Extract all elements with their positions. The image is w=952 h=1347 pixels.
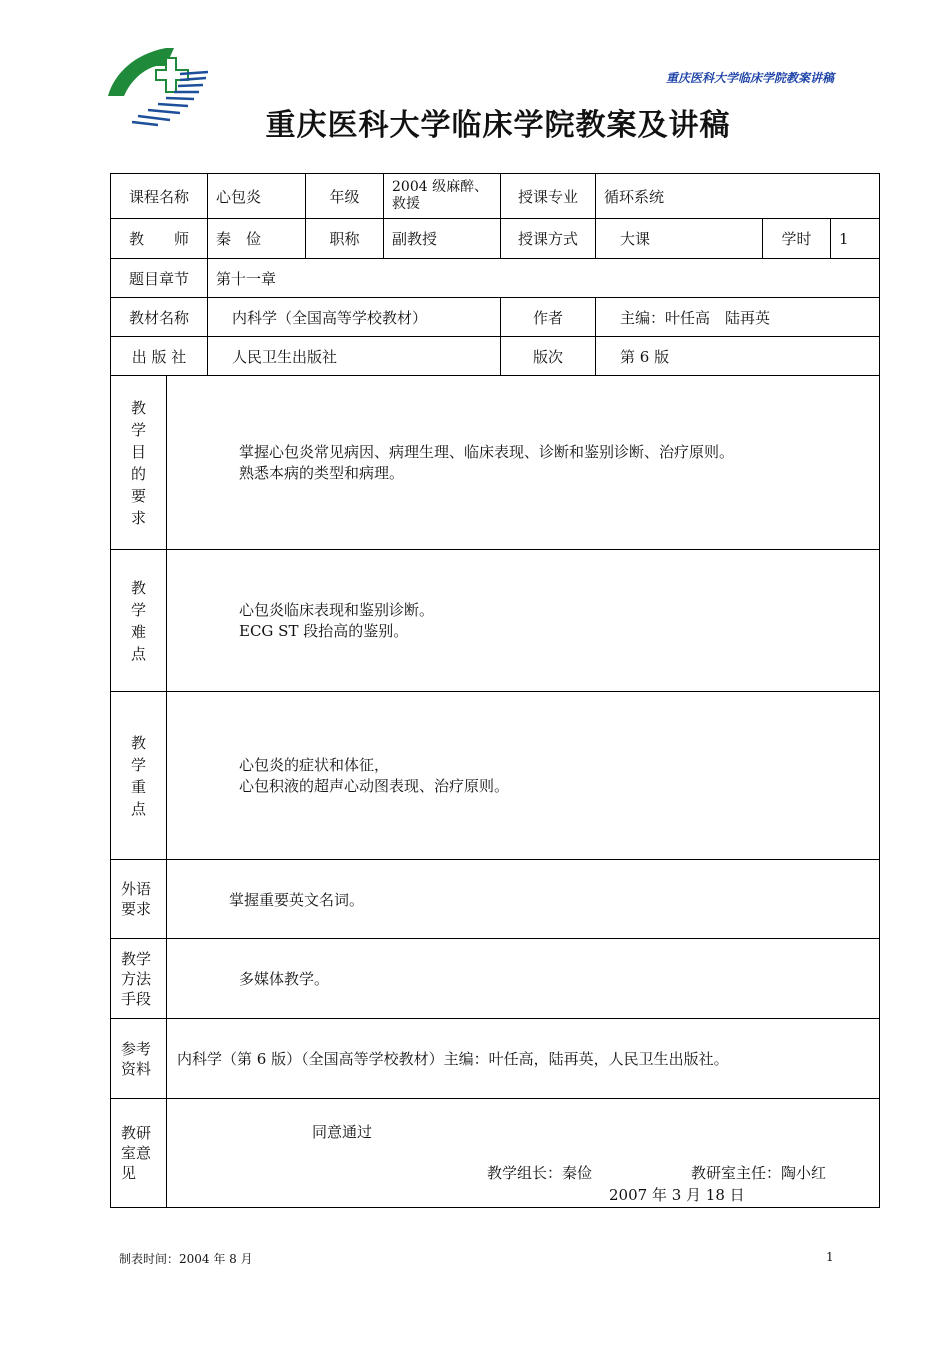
- edition-label: 版次: [501, 337, 596, 376]
- goals-content: 掌握心包炎常见病因、病理生理、临床表现、诊断和鉴别诊断、治疗原则。 熟悉本病的类型和病理。: [167, 376, 880, 550]
- rank-value: 副教授: [384, 219, 501, 259]
- refs-label: 参考 资料: [111, 1019, 167, 1099]
- opinion-content: [167, 1099, 880, 1208]
- methods-label: 教学 方法 手段: [111, 939, 167, 1019]
- lesson-plan-table: [110, 375, 880, 1208]
- edition-value: 第 6 版: [596, 337, 880, 376]
- hours-label: 学时: [763, 219, 831, 259]
- textbook-value: 内科学（全国高等学校教材）: [208, 298, 501, 337]
- chapter-value: 第十一章: [208, 259, 880, 298]
- difficulty-label: 教 学 难 点: [111, 550, 167, 692]
- publisher-value: 人民卫生出版社: [208, 337, 501, 376]
- opinion-date: 2007 年 3 月 18 日: [609, 1186, 745, 1204]
- course-name-label: 课程名称: [111, 174, 208, 219]
- major-label: 授课专业: [501, 174, 596, 219]
- hours-value: 1: [831, 219, 880, 259]
- rank-label: 职称: [306, 219, 384, 259]
- focus-content: 心包炎的症状和体征， 心包积液的超声心动图表现、治疗原则。: [167, 692, 880, 860]
- teacher-label: 教 师: [111, 219, 208, 259]
- goals-label: 教 学 目 的 要 求: [111, 376, 167, 550]
- method-label: 授课方式: [501, 219, 596, 259]
- methods-content: 多媒体教学。: [167, 939, 880, 1019]
- grade-label: 年级: [306, 174, 384, 219]
- chapter-label: 题目章节: [111, 259, 208, 298]
- author-value: 主编：叶任高 陆再英: [596, 298, 880, 337]
- difficulty-content: 心包炎临床表现和鉴别诊断。 ECG ST 段抬高的鉴别。: [167, 550, 880, 692]
- author-label: 作者: [501, 298, 596, 337]
- opinion-leader: 教学组长：秦俭: [487, 1164, 593, 1182]
- publisher-label: 出 版 社: [111, 337, 208, 376]
- language-label: 外语 要求: [111, 860, 167, 939]
- grade-value: 2004 级麻醉、救援: [384, 174, 501, 219]
- major-value: 循环系统: [596, 174, 880, 219]
- opinion-approved: 同意通过: [312, 1123, 373, 1141]
- opinion-label: 教研 室意 见: [111, 1099, 167, 1208]
- course-info-table: [110, 173, 880, 376]
- opinion-director: 教研室主任：陶小红: [691, 1164, 827, 1182]
- footer-page-number: 1: [826, 1250, 834, 1264]
- course-name-value: 心包炎: [208, 174, 306, 219]
- textbook-label: 教材名称: [111, 298, 208, 337]
- footer-made-time: 制表时间：2004 年 8 月: [119, 1252, 253, 1266]
- language-content: 掌握重要英文名词。: [167, 860, 880, 939]
- header-tag: 重庆医科大学临床学院教案讲稿: [665, 71, 834, 85]
- focus-label: 教 学 重 点: [111, 692, 167, 860]
- teacher-value: 秦 俭: [208, 219, 306, 259]
- page-title: 重庆医科大学临床学院教案及讲稿: [265, 108, 731, 143]
- refs-content: 内科学（第 6 版）（全国高等学校教材）主编：叶任高，陆再英，人民卫生出版社。: [167, 1019, 880, 1099]
- method-value: 大课: [596, 219, 763, 259]
